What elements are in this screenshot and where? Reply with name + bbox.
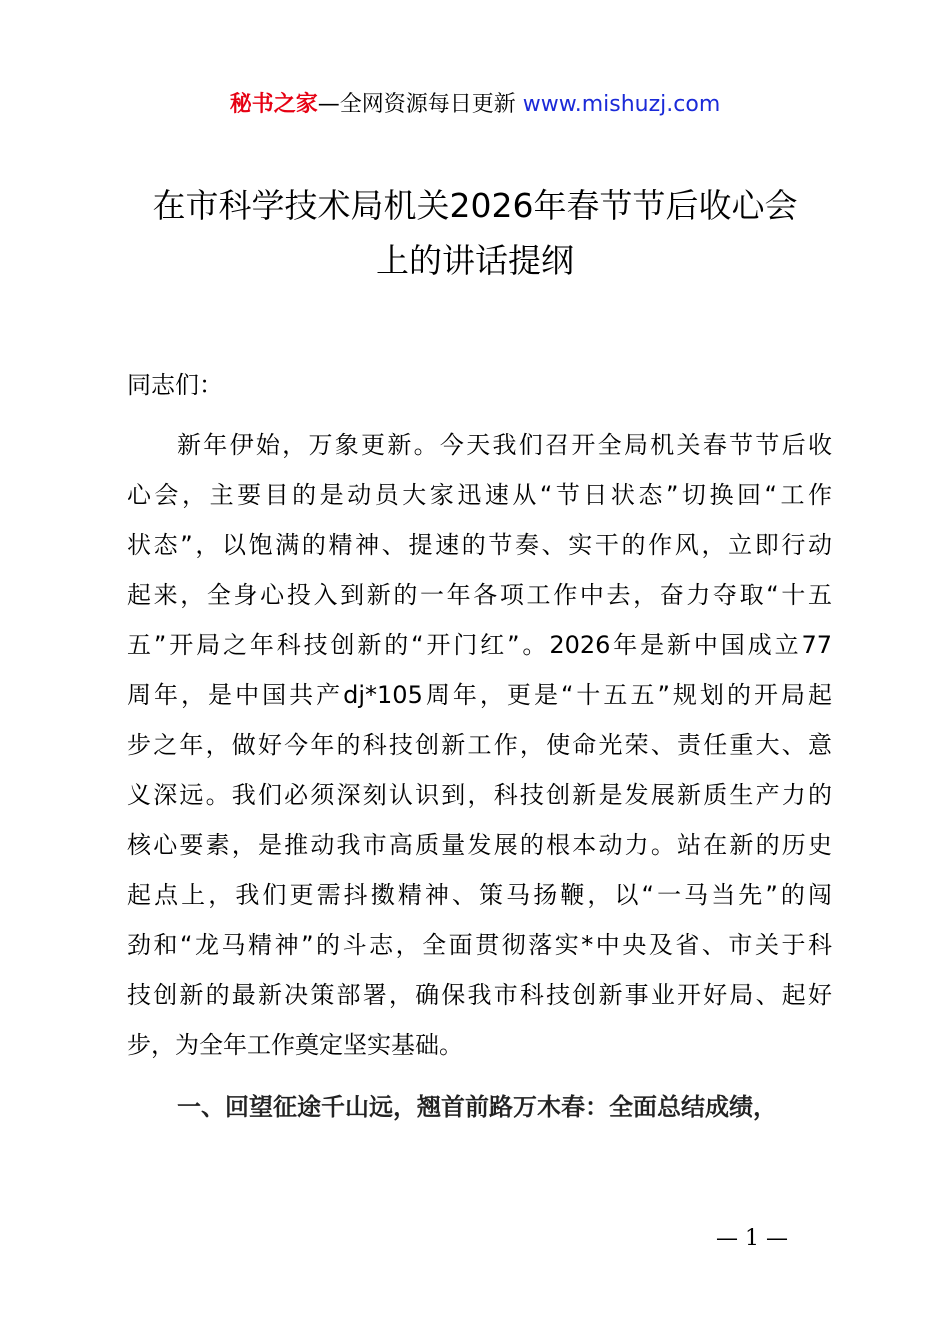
- paragraph-line: 起来，全身心投入到新的一年各项工作中去，奋力夺取“十五: [127, 581, 832, 609]
- paragraph-1: [127, 420, 832, 1070]
- paragraph-line: 义深远。我们必须深刻认识到，科技创新是发展新质生产力的: [127, 781, 832, 809]
- site-header: [0, 88, 950, 122]
- section-1-heading: 一、回望征途千山远，翘首前路万木春：全面总结成绩，: [177, 1093, 777, 1121]
- paragraph-line: 五”开局之年科技创新的“开门红”。2026年是新中国成立77: [127, 631, 832, 659]
- salutation: 同志们：: [127, 371, 223, 399]
- title-line-2: 上的讲话提纲: [376, 241, 574, 280]
- page-number: — 1 —: [716, 1226, 788, 1251]
- paragraph-line: 心会，主要目的是动员大家迅速从“节日状态”切换回“工作: [127, 481, 832, 509]
- document-title: [100, 178, 850, 288]
- paragraph-line: 核心要素，是推动我市高质量发展的根本动力。站在新的历史: [127, 831, 832, 859]
- title-line-1: 在市科学技术局机关2026年春节节后收心会: [152, 186, 798, 225]
- paragraph-line: 技创新的最新决策部署，确保我市科技创新事业开好局、起好: [127, 981, 832, 1009]
- paragraph-line: 劲和“龙马精神”的斗志，全面贯彻落实*中央及省、市关于科: [127, 931, 832, 959]
- paragraph-line: 步，为全年工作奠定坚实基础。: [127, 1031, 463, 1059]
- paragraph-line: 新年伊始，万象更新。今天我们召开全局机关春节节后收: [177, 431, 832, 459]
- site-url-link[interactable]: www.mishuzj.com: [522, 92, 721, 117]
- paragraph-line: 步之年，做好今年的科技创新工作，使命光荣、责任重大、意: [127, 731, 832, 759]
- header-tagline: —全网资源每日更新: [317, 92, 516, 117]
- paragraph-line: 周年，是中国共产dj*105周年，更是“十五五”规划的开局起: [127, 681, 832, 709]
- brand-name: 秘书之家: [229, 92, 318, 117]
- paragraph-line: 状态”，以饱满的精神、提速的节奏、实干的作风，立即行动: [127, 531, 832, 559]
- paragraph-line: 起点上，我们更需抖擞精神、策马扬鞭，以“一马当先”的闯: [127, 881, 832, 909]
